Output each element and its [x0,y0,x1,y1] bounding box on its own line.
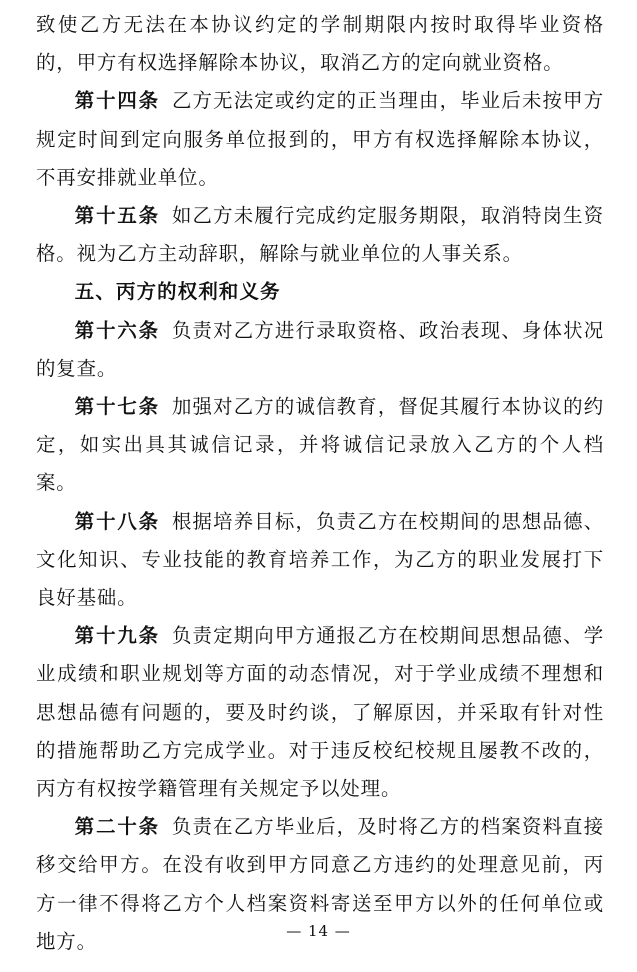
article-number: 第十九条 [74,624,160,648]
page-number: — 14 — [286,922,351,940]
article-text: 如乙方未履行完成约定服务期限，取消特岗生资格。视为乙方主动辞职，解除与就业单位的人事关系。 [36,204,604,266]
article-text: 负责对乙方进行录取资格、政治表现、身体状况的复查。 [36,318,604,380]
article-19 [36,617,604,808]
article-number: 第十六条 [74,318,160,342]
section-heading: 五、丙方的权利和义务 [74,280,281,304]
article-15 [36,197,604,273]
paragraph-text: 致使乙方无法在本协议约定的学制期限内按时取得毕业资格的，甲方有权选择解除本协议，取消乙方的定向就业资格。 [36,13,604,75]
article-text: 负责定期向甲方通报乙方在校期间思想品德、学业成绩和职业规划等方面的动态情况，对于学业成绩不理想和思想品德有问题的，要及时约谈，了解原因，并采取有针对性的措施帮助乙方完成学业。对于违反校纪校规且屡教不改的，丙方有权按学籍管理有关规定予以处理。 [36,624,604,801]
article-18 [36,503,604,618]
article-number: 第二十条 [74,815,160,839]
article-14 [36,82,604,197]
article-16 [36,312,604,388]
article-number: 第十五条 [74,204,160,228]
article-text: 加强对乙方的诚信教育，督促其履行本协议的约定，如实出具其诚信记录，并将诚信记录放入乙方的个人档案。 [36,395,604,495]
article-number: 第十八条 [74,509,160,533]
article-text: 根据培养目标，负责乙方在校期间的思想品德、文化知识、专业技能的教育培养工作，为乙方的职业发展打下良好基础。 [36,509,604,610]
article-number: 第十四条 [74,89,160,113]
article-text: 乙方无法定或约定的正当理由，毕业后未按甲方规定时间到定向服务单位报到的，甲方有权选择解除本协议，不再安排就业单位。 [36,89,604,189]
article-17 [36,388,604,503]
article-number: 第十七条 [74,395,160,419]
paragraph-continued [36,6,604,82]
article-text: 负责在乙方毕业后，及时将乙方的档案资料直接移交给甲方。在没有收到甲方同意乙方违约的处理意见前，丙方一律不得将乙方个人档案资料寄送至甲方以外的任何单位或地方。 [36,815,604,953]
